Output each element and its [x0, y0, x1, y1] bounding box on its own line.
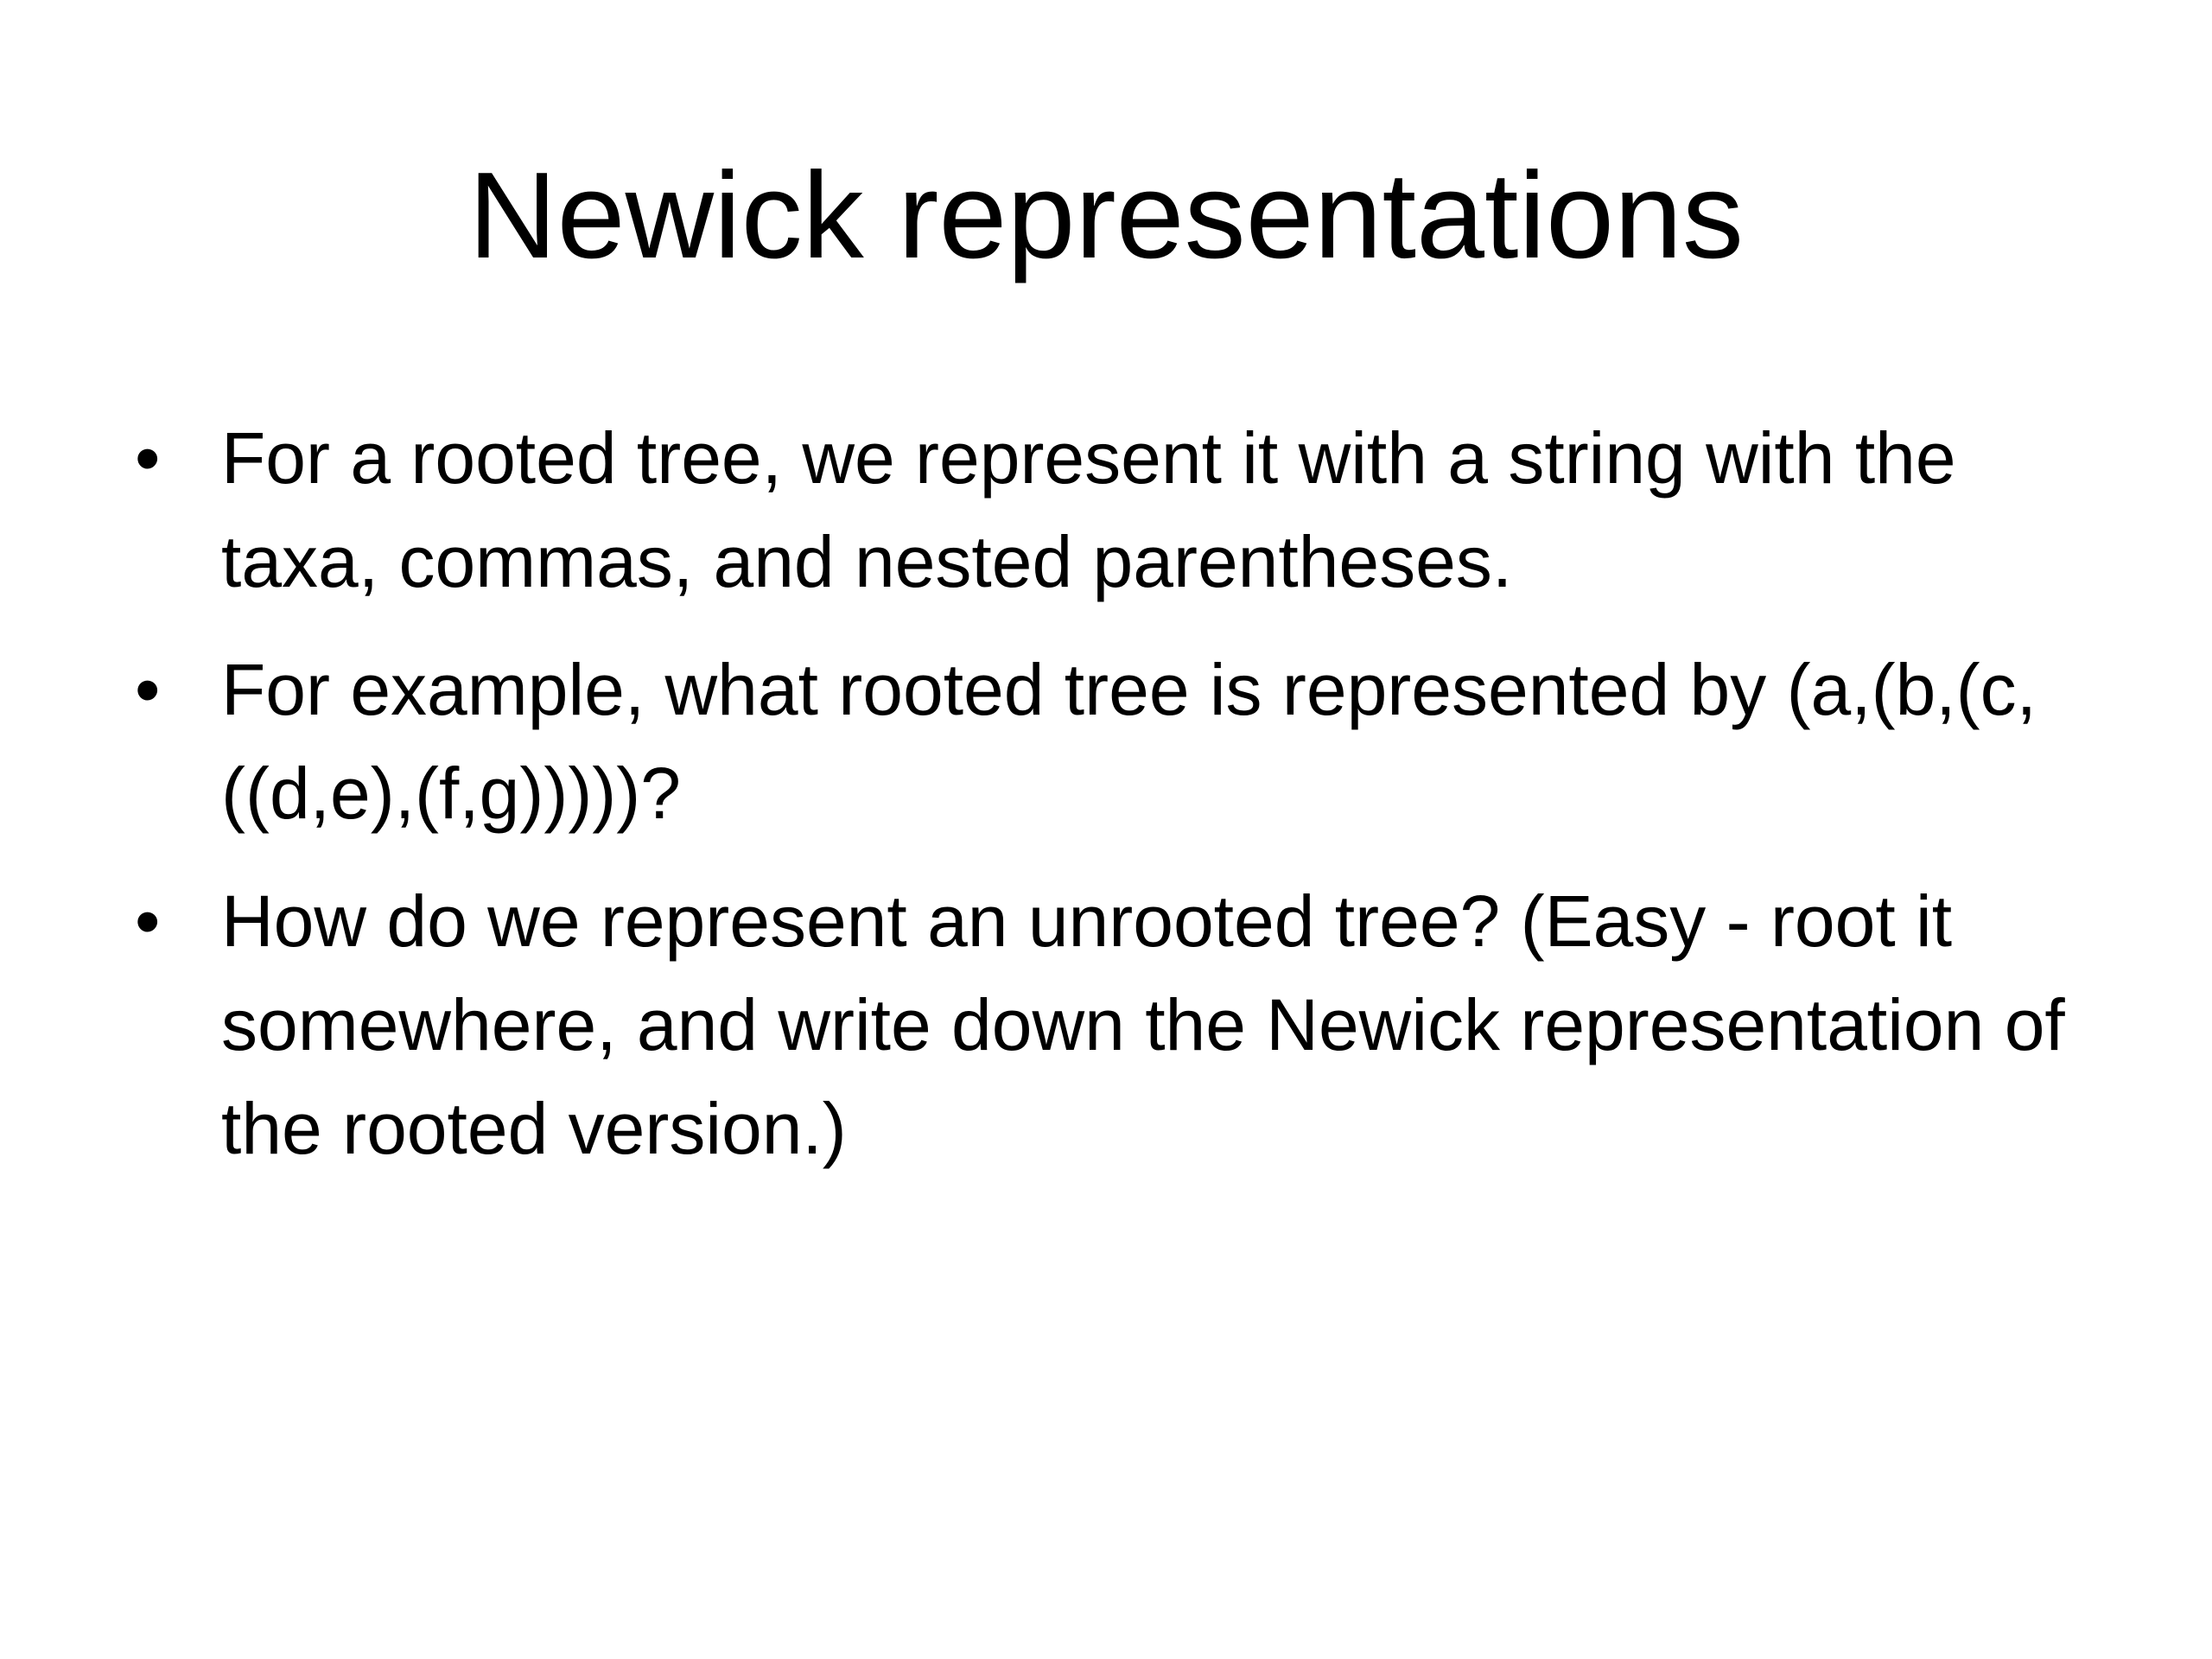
bullet-text: How do we represent an unrooted tree? (Easy - root it somewhere, and write down the Newick representation of the rooted version.) [221, 880, 2065, 1169]
slide-title: Newick representations [468, 147, 1744, 284]
bullet-item [130, 638, 2108, 845]
bullet-icon: • [135, 649, 161, 730]
bullet-icon: • [135, 417, 161, 499]
bullet-item [130, 869, 2108, 1180]
bullet-list [130, 406, 2108, 1205]
bullet-text: For a rooted tree, we represent it with a string with the taxa, commas, and nested parentheses. [221, 417, 1956, 602]
bullet-icon: • [135, 880, 161, 962]
bullet-item [130, 406, 2108, 613]
bullet-text: For example, what rooted tree is represented by (a,(b,(c,((d,e),(f,g)))))? [221, 649, 2037, 834]
